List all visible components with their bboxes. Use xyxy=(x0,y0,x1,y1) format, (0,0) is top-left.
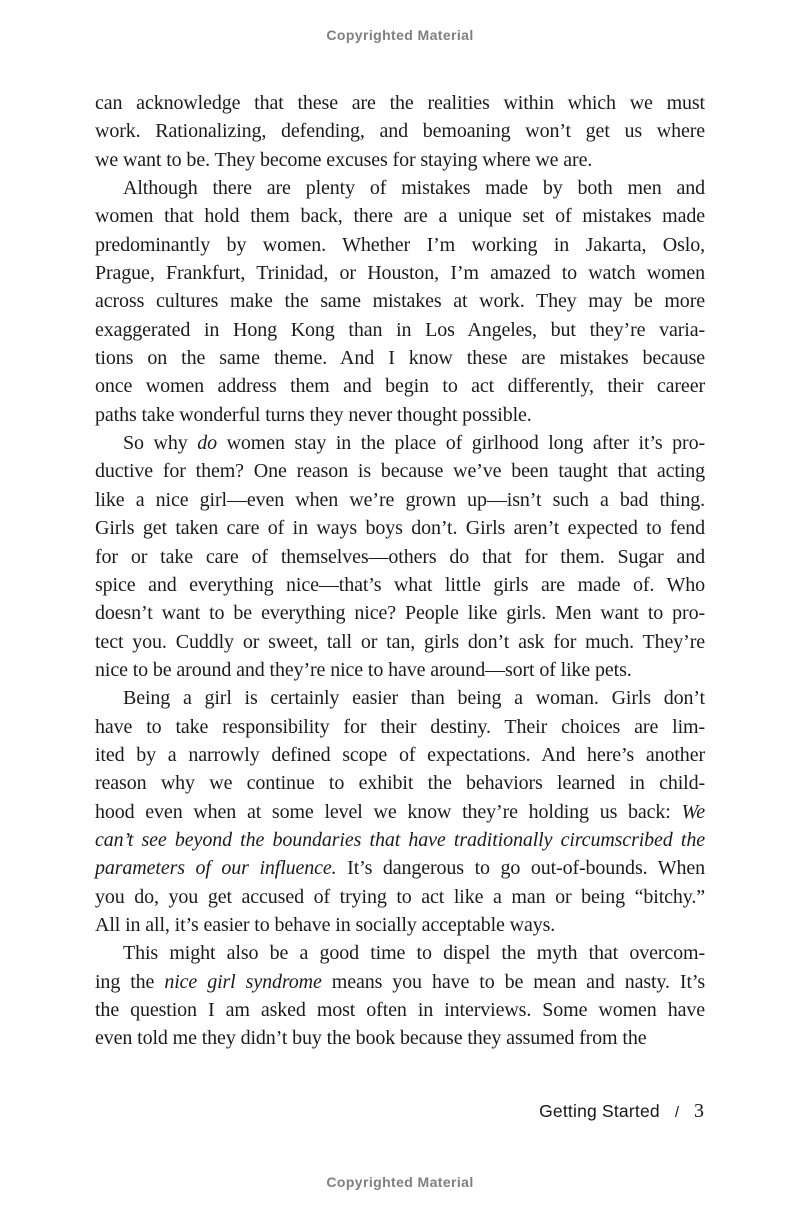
text-line: spice and everything nice—that’s what little girls are made of. Who xyxy=(95,573,705,596)
copyright-notice-bottom: Copyrighted Material xyxy=(326,1174,474,1190)
text-line: Being a girl is certainly easier than being a woman. Girls don’t xyxy=(123,687,705,710)
text-line: can’t see beyond the boundaries that have traditionally circumscribed the xyxy=(95,828,705,851)
text-line: Girls get taken care of in ways boys don’t. Girls aren’t expected to fend xyxy=(95,517,705,540)
text-line: exaggerated in Hong Kong than in Los Angeles, but they’re varia- xyxy=(95,318,705,341)
text-line: Prague, Frankfurt, Trinidad, or Houston, I’m amazed to watch women xyxy=(95,262,705,285)
footer-separator: / xyxy=(674,1104,679,1121)
text-line: predominantly by women. Whether I’m working in Jakarta, Oslo, xyxy=(95,233,705,256)
text-line: reason why we continue to exhibit the behaviors learned in child- xyxy=(95,772,705,795)
text-line: you do, you get accused of trying to act like a man or being “bitchy.” xyxy=(95,885,705,908)
text-line: even told me they didn’t buy the book because they assumed from the xyxy=(95,1027,647,1050)
text-line: ited by a narrowly defined scope of expectations. And here’s another xyxy=(95,743,705,766)
text-line: across cultures make the same mistakes at work. They may be more xyxy=(95,290,705,313)
text-line: hood even when at some level we know they’re holding us back: We xyxy=(95,800,705,823)
text-line: like a nice girl—even when we’re grown up—isn’t such a bad thing. xyxy=(95,488,705,511)
footer-section-title: Getting Started xyxy=(539,1101,660,1121)
text-line: This might also be a good time to dispel the myth that overcom- xyxy=(123,942,705,965)
footer-page-number: 3 xyxy=(694,1100,704,1122)
running-footer xyxy=(539,1100,704,1123)
text-line: can acknowledge that these are the realities within which we must xyxy=(95,92,705,114)
text-line: tect you. Cuddly or sweet, tall or tan, girls don’t ask for much. They’re xyxy=(95,630,705,653)
text-line: ductive for them? One reason is because we’ve been taught that acting xyxy=(95,460,705,483)
text-line: the question I am asked most often in interviews. Some women have xyxy=(95,999,705,1021)
text-line: So why do women stay in the place of girlhood long after it’s pro- xyxy=(123,432,705,455)
text-line: tions on the same theme. And I know these are mistakes because xyxy=(95,347,705,370)
text-line: All in all, it’s easier to behave in socially acceptable ways. xyxy=(95,913,556,936)
text-line: nice to be around and they’re nice to have around—sort of like pets. xyxy=(95,658,632,681)
copyright-notice-top: Copyrighted Material xyxy=(326,27,474,43)
text-line: parameters of our influence. It’s dangerous to go out-of-bounds. When xyxy=(95,857,705,880)
text-line: for or take care of themselves—others do that for them. Sugar and xyxy=(95,545,705,568)
page-body xyxy=(95,89,705,1053)
text-line: doesn’t want to be everything nice? People like girls. Men want to pro- xyxy=(95,602,705,625)
text-line: Although there are plenty of mistakes made by both men and xyxy=(123,177,705,200)
text-line: work. Rationalizing, defending, and bemoaning won’t get us where xyxy=(95,120,705,143)
text-line: ing the nice girl syndrome means you have to be mean and nasty. It’s xyxy=(95,970,705,993)
text-line: have to take responsibility for their destiny. Their choices are lim- xyxy=(95,715,705,738)
text-line: women that hold them back, there are a unique set of mistakes made xyxy=(95,205,705,228)
text-line: paths take wonderful turns they never thought possible. xyxy=(95,403,532,426)
text-line: once women address them and begin to act differently, their career xyxy=(95,375,705,398)
text-line: we want to be. They become excuses for staying where we are. xyxy=(95,148,593,171)
